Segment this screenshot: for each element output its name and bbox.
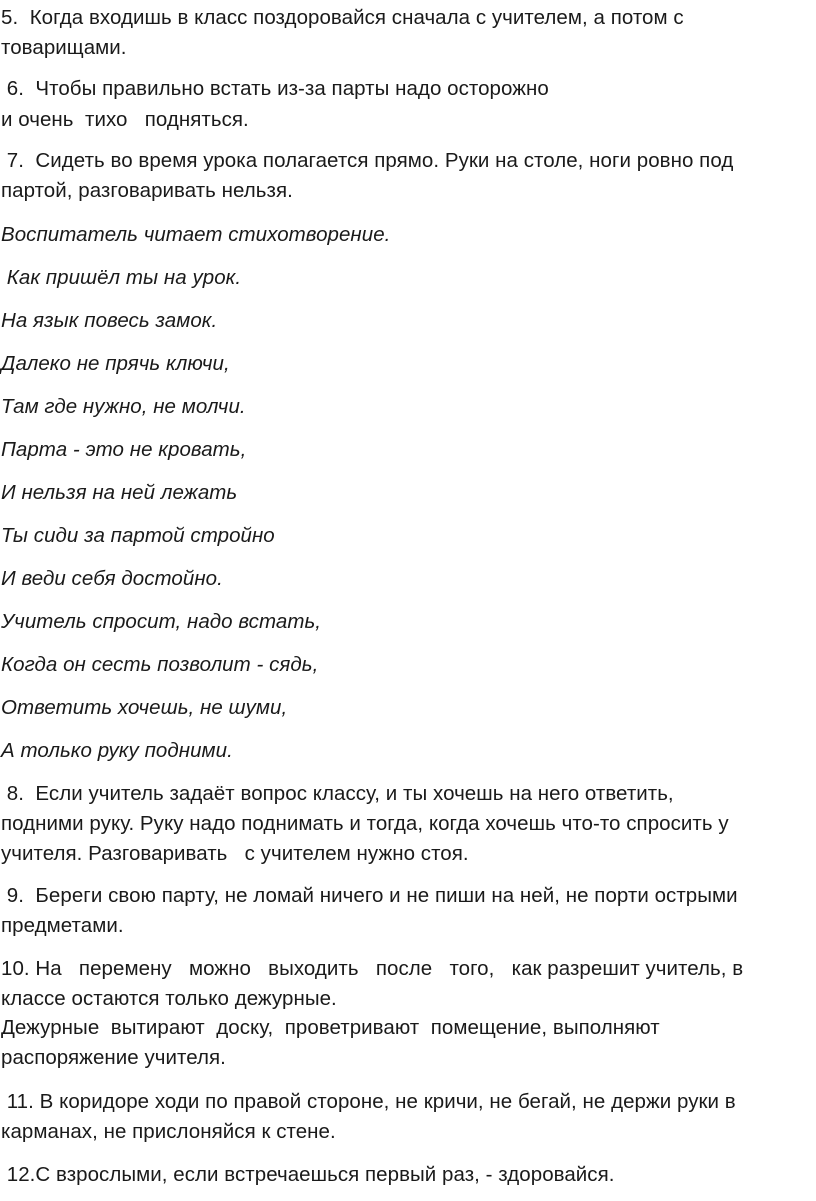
poem-line: И нельзя на ней лежать	[1, 481, 238, 504]
poem-line: Там где нужно, не молчи.	[1, 395, 246, 418]
rule-10-line-4: распоряжение учителя.	[1, 1046, 226, 1069]
rule-6-line-2: и очень тихо подняться.	[1, 108, 249, 131]
poem-line: Далеко не прячь ключи,	[1, 352, 230, 375]
rule-8-line-3: учителя. Разговаривать с учителем нужно стоя.	[1, 842, 469, 865]
poem-line: Как пришёл ты на урок.	[1, 266, 242, 289]
poem-line: И веди себя достойно.	[1, 567, 223, 590]
rule-10-line-3: Дежурные вытирают доску, проветривают помещение, выполняют	[1, 1016, 660, 1039]
poem-line: Когда он сесть позволит - сядь,	[1, 653, 319, 676]
rule-8-line-2: подними руку. Руку надо поднимать и тогда, когда хочешь что-то спросить у	[1, 812, 729, 835]
rule-10-line-2: классе остаются только дежурные.	[1, 987, 337, 1010]
rule-9-line-1: 9. Береги свою парту, не ломай ничего и не пиши на ней, не порти острыми	[1, 884, 738, 907]
poem-line: Парта - это не кровать,	[1, 438, 247, 461]
poem-line: Ответить хочешь, не шуми,	[1, 696, 288, 719]
rule-6-line-1: 6. Чтобы правильно встать из-за парты надо осторожно	[1, 77, 549, 100]
rule-12-line-1: 12.С взрослыми, если встречаешься первый раз, - здоровайся.	[1, 1163, 615, 1186]
poem-line: На язык повесь замок.	[1, 309, 218, 332]
rule-5-line-2: товарищами.	[1, 36, 127, 59]
rule-7-line-2: партой, разговаривать нельзя.	[1, 179, 293, 202]
rule-11-line-2: карманах, не прислоняйся к стене.	[1, 1120, 336, 1143]
rule-5-line-1: 5. Когда входишь в класс поздоровайся сначала с учителем, а потом с	[1, 6, 684, 29]
poem-intro: Воспитатель читает стихотворение.	[1, 223, 391, 246]
rule-10-line-1: 10. На перемену можно выходить после того, как разрешит учитель, в	[1, 957, 744, 980]
poem-line: А только руку подними.	[1, 739, 233, 762]
rule-9-line-2: предметами.	[1, 914, 124, 937]
rule-11-line-1: 11. В коридоре ходи по правой стороне, не кричи, не бегай, не держи руки в	[1, 1090, 736, 1113]
rule-7-line-1: 7. Сидеть во время урока полагается прямо. Руки на столе, ноги ровно под	[1, 149, 734, 172]
poem-line: Учитель спросит, надо встать,	[1, 610, 322, 633]
poem-line: Ты сиди за партой стройно	[1, 524, 275, 547]
rule-8-line-1: 8. Если учитель задаёт вопрос классу, и ты хочешь на него ответить,	[1, 782, 674, 805]
